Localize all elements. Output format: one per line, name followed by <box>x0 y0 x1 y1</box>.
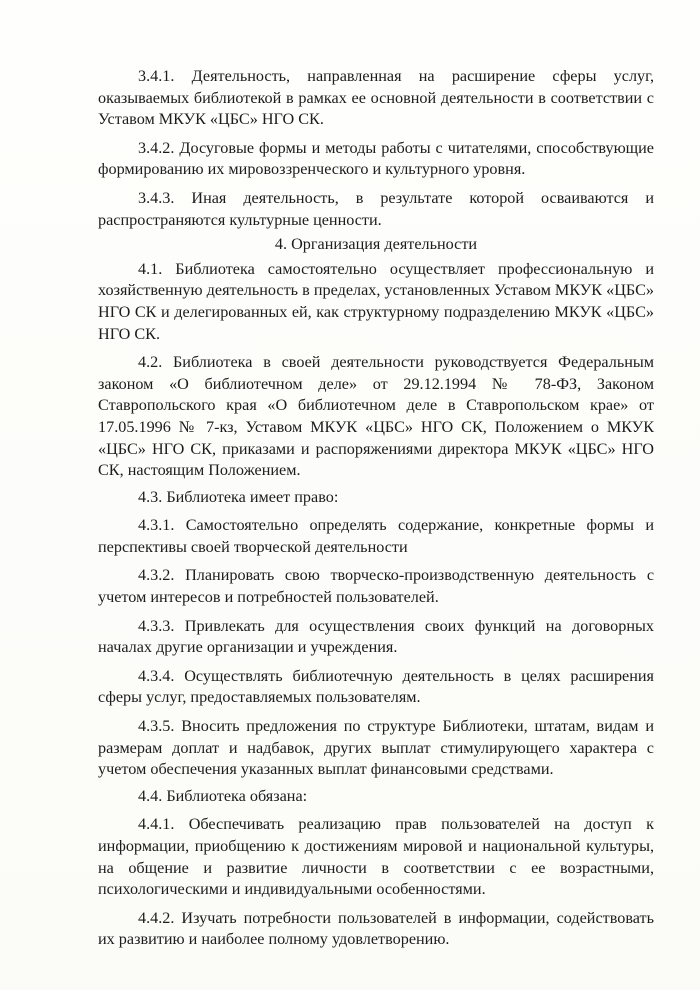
paragraph-4-4-1: 4.4.1. Обеспечивать реализацию прав пользователей на доступ к информации, приобщению к достижениям мировой и национальной культуры, на общение и развитие личности в соответствии с ее возрастными, психологическими и индивидуальными особенностями. <box>98 815 654 899</box>
paragraph-4-3-4: 4.3.4. Осуществлять библиотечную деятельность в целях расширения сферы услуг, предоставляемых пользователям. <box>98 666 654 707</box>
paragraph-3-4-3: 3.4.3. Иная деятельность, в результате которой осваиваются и распространяются культурные ценности. <box>98 188 654 229</box>
paragraph-4-1: 4.1. Библиотека самостоятельно осуществляет профессиональную и хозяйственную деятельность в пределах, установленных Уставом МКУК «ЦБС» НГО СК и делегированных ей, как структурному подразделению МКУК «ЦБС» НГО СК. <box>98 259 654 343</box>
paragraph-4-3-3: 4.3.3. Привлекать для осуществления своих функций на договорных началах другие организации и учреждения. <box>98 616 654 657</box>
paragraph-4-4: 4.4. Библиотека обязана: <box>138 786 308 805</box>
paragraph-3-4-2: 3.4.2. Досуговые формы и методы работы с читателями, способствующие формированию их мировоззренческого и культурного уровня. <box>98 138 654 179</box>
section-heading-4: 4. Организация деятельности <box>274 235 478 254</box>
paragraph-4-3: 4.3. Библиотека имеет право: <box>138 487 339 506</box>
document-body <box>98 66 654 951</box>
paragraph-4-3-1: 4.3.1. Самостоятельно определять содержание, конкретные формы и перспективы своей творческой деятельности <box>98 516 654 556</box>
paragraph-4-4-2: 4.4.2. Изучать потребности пользователей в информации, содействовать их развитию и наиболее полному удовлетворению. <box>98 908 654 949</box>
paragraph-4-3-2: 4.3.2. Планировать свою творческо-производственную деятельность с учетом интересов и потребностей пользователей. <box>98 566 654 607</box>
paragraph-3-4-1: 3.4.1. Деятельность, направленная на расширение сферы услуг, оказываемых библиотекой в рамках ее основной деятельности в соответствии с Уставом МКУК «ЦБС» НГО СК. <box>98 67 654 129</box>
paragraph-4-2: 4.2. Библиотека в своей деятельности руководствуется Федеральным законом «О библиотечном деле» от 29.12.1994 № 78-ФЗ, Законом Ставропольского края «О библиотечном деле в Ставропольском крае» от 17.05.1996 № 7-кз, Уставом МКУК «ЦБС» НГО СК, Положением о МКУК «ЦБС» НГО СК, приказами и распоряжениями директора МКУК «ЦБС» НГО СК, настоящим Положением. <box>98 353 654 480</box>
paragraph-4-3-5: 4.3.5. Вносить предложения по структуре Библиотеки, штатам, видам и размерам доплат и надбавок, других выплат стимулирующего характера с учетом обеспечения указанных выплат финансовыми средствами. <box>98 717 654 779</box>
